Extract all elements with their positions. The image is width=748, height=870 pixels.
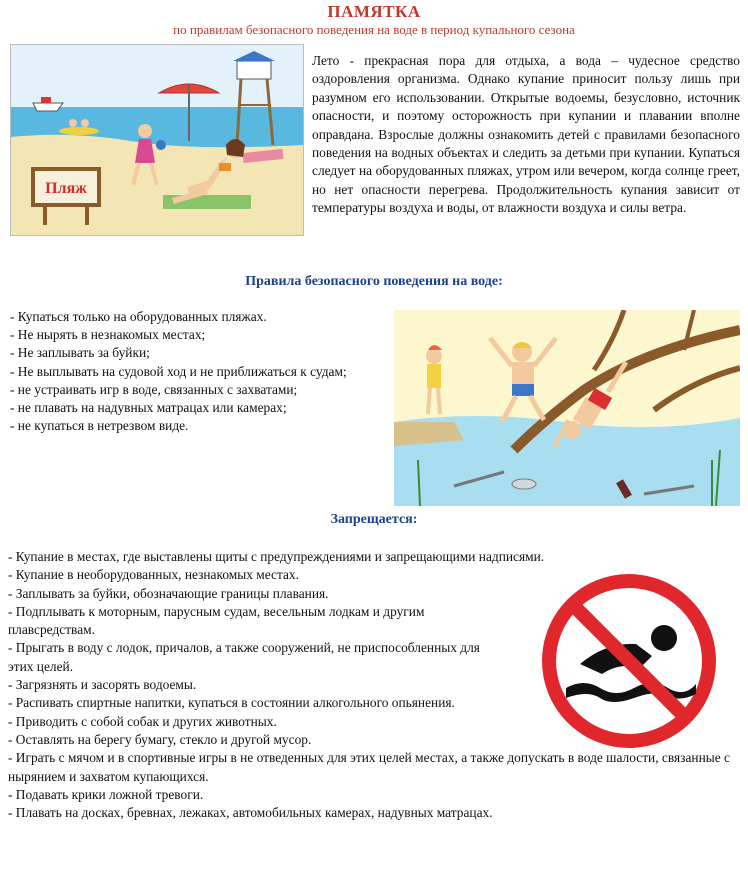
list-item: - не купаться в нетрезвом виде. xyxy=(10,418,189,434)
intro-paragraph: Лето - прекрасная пора для отдыха, а вода – чудесное средство оздоровления организма. Однако купание приносит пользу лишь при разумном его использовании. Открытые водоемы, безусловно, источник опасности, и поэтому осторожность при купании и плавании вполне оправдана. Взрослые должны ознакомить детей с правилами безопасного поведения на водных объектах и следить за детьми при купании. Купаться следует на оборудованных пляжах, утром или вечером, когда солнце греет, но нет опасности перегрева. Продолжительность купания зависит от температуры воздуха и воды, от влажности воздуха и силы ветра. xyxy=(312,53,740,216)
rules-heading: Правила безопасного поведения на воде: xyxy=(245,274,503,289)
list-item: - не устраивать игр в воде, связанных с захватами; xyxy=(10,381,298,397)
list-item: - Купание в местах, где выставлены щиты с предупреждениями и запрещающими надписями. xyxy=(8,549,545,564)
list-item: - Не нырять в незнакомых местах; xyxy=(10,327,206,343)
list-item: - Приводить с собой собак и других животных. xyxy=(8,713,277,729)
beach-sign-label: Пляж xyxy=(45,180,87,197)
rules-list xyxy=(10,308,380,435)
forbidden-heading: Запрещается: xyxy=(330,512,418,527)
list-item: - Не выплывать на судовой ход и не приближаться к судам; xyxy=(10,363,347,379)
list-item: - Распивать спиртные напитки, купаться в состоянии алкогольного опьянения. xyxy=(8,695,455,711)
list-item: - Играть с мячом и в спортивные игры в не отведенных для этих целей местах, а также допускать в воде шалости, связанные с нырянием и захватом купающихся. xyxy=(8,750,730,784)
list-item: - Плавать на досках, бревнах, лежаках, автомобильных камерах, надувных матрацах. xyxy=(8,805,493,821)
page-subtitle: по правилам безопасного поведения на воде в период купального сезона xyxy=(173,22,575,37)
beach-illustration xyxy=(10,44,304,236)
list-item: - Не заплывать за буйки; xyxy=(10,345,150,361)
list-item: - Купаться только на оборудованных пляжах. xyxy=(10,309,267,324)
list-item: - Подплывать к моторным, парусным судам, весельным лодкам и другим плавсредствам. xyxy=(8,603,425,638)
no-swimming-icon xyxy=(540,572,718,750)
list-item: - Подавать крики ложной тревоги. xyxy=(8,786,204,802)
diving-children-illustration xyxy=(394,310,740,506)
list-item: - не плавать на надувных матрацах или камерах; xyxy=(10,400,287,416)
page-title: ПАМЯТКА xyxy=(327,2,421,21)
list-item: - Заплывать за буйки, обозначающие границы плавания. xyxy=(8,585,329,601)
list-item: - Загрязнять и засорять водоемы. xyxy=(8,677,197,693)
list-item: - Оставлять на берегу бумагу, стекло и другой мусор. xyxy=(8,731,312,747)
list-item: - Прыгать в воду с лодок, причалов, а также сооружений, не приспособленных для этих целей. xyxy=(8,640,480,674)
list-item: - Купание в необорудованных, незнакомых местах. xyxy=(8,567,299,583)
